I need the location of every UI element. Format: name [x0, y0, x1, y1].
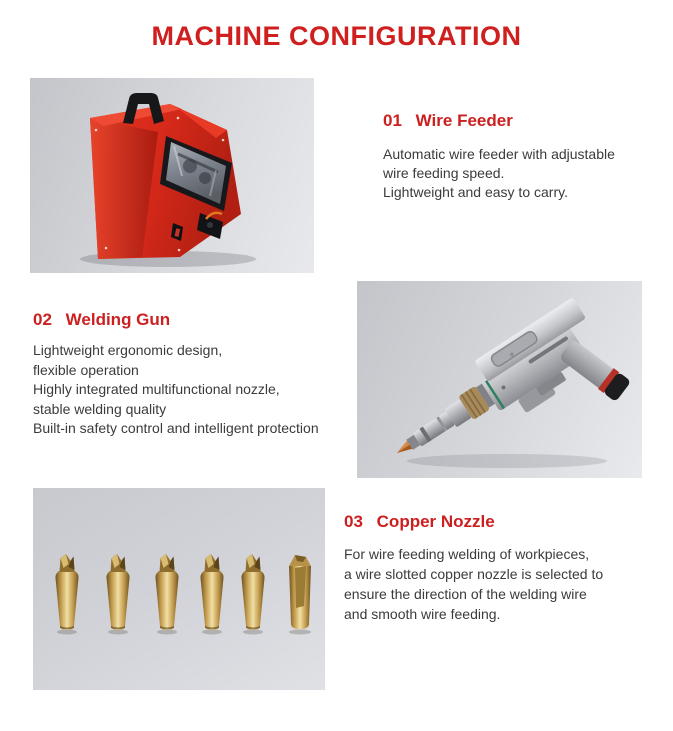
page-title: MACHINE CONFIGURATION: [151, 21, 522, 51]
description-line: flexible operation: [33, 361, 139, 378]
description-line: Lightweight and easy to carry.: [383, 184, 568, 200]
description-line: wire feeding speed.: [383, 165, 505, 181]
description-line: and smooth wire feeding.: [344, 606, 501, 622]
description-line: Highly integrated multifunctional nozzle,: [33, 381, 280, 397]
copper-nozzle-illustration: [33, 488, 325, 690]
description-line: stable welding quality: [33, 400, 167, 417]
section-name: Wire Feeder: [415, 111, 513, 130]
section-description-wire-feeder: [383, 145, 615, 202]
section-number: 03: [344, 512, 363, 531]
description-line: Automatic wire feeder with adjustable: [383, 146, 615, 162]
section-name: Copper Nozzle: [376, 512, 495, 531]
description-line: ensure the direction of the welding wire: [344, 586, 587, 602]
section-heading-wire-feeder: [383, 111, 513, 131]
section-description-welding-gun: [33, 341, 319, 439]
wire-feeder-illustration: [30, 78, 314, 273]
section-number: 02: [33, 310, 52, 329]
wire-feeder-photo: [30, 78, 314, 273]
description-line: a wire slotted copper nozzle is selected to: [344, 566, 604, 582]
welding-gun-photo: [357, 281, 642, 478]
description-line: For wire feeding welding of workpieces,: [344, 546, 590, 562]
section-heading-copper-nozzle: [344, 512, 495, 532]
section-name: Welding Gun: [65, 310, 171, 329]
welding-gun-illustration: [357, 281, 642, 478]
description-line: Lightweight ergonomic design,: [33, 342, 223, 358]
description-line: Built-in safety control and intelligent protection: [33, 420, 319, 436]
section-heading-welding-gun: [33, 310, 170, 330]
section-number: 01: [383, 111, 402, 130]
copper-nozzle-photo: [33, 488, 325, 690]
section-description-copper-nozzle: [344, 544, 603, 624]
